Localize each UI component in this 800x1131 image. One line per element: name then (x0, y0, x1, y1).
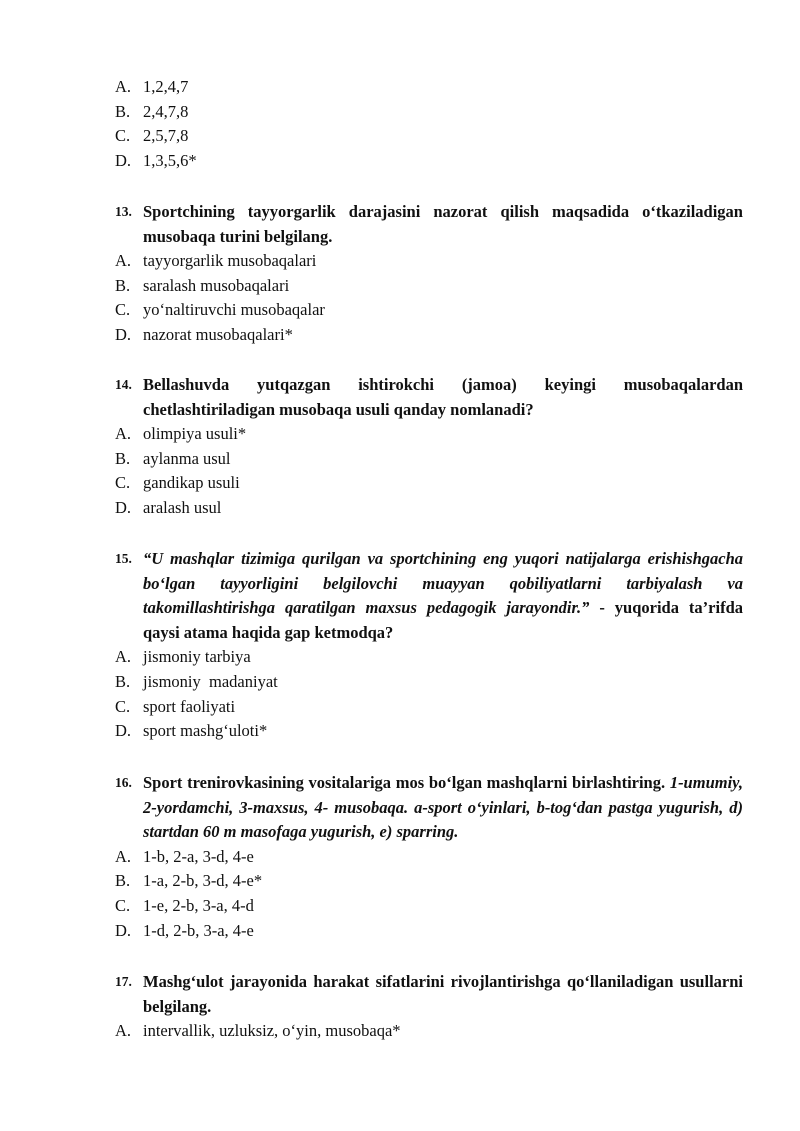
option-letter: D. (115, 497, 132, 517)
question-text (143, 771, 743, 845)
option-text: aylanma usul (143, 448, 231, 468)
question-14 (115, 373, 743, 521)
question-number: 13. (115, 204, 132, 219)
option-text: 1,2,4,7 (143, 77, 189, 96)
option-letter: D. (115, 324, 132, 344)
question-stem (115, 373, 743, 422)
option-letter: A. (115, 77, 132, 96)
option-letter: C. (115, 126, 131, 146)
question-stem (115, 970, 743, 1019)
option (115, 100, 743, 125)
option-letter: A. (115, 1021, 132, 1041)
option (115, 249, 743, 274)
option (115, 845, 743, 870)
option-letter: B. (115, 448, 131, 468)
question-prompt: Sport trenirovkasining vositalariga mos bo‘lgan mashqlarni birlashtiring. (143, 773, 666, 792)
question-number: 16. (115, 775, 132, 790)
question-number: 17. (115, 974, 132, 989)
option-text: sport faoliyati (143, 696, 236, 716)
option (115, 894, 743, 919)
option-text: intervallik, uzluksiz, o‘yin, musobaqa* (143, 1021, 401, 1041)
question-17 (115, 970, 743, 1044)
question-stem (115, 771, 743, 845)
option (115, 1019, 743, 1044)
option-letter: C. (115, 473, 131, 493)
question-stem (115, 547, 743, 645)
option (115, 719, 743, 744)
option-letter: C. (115, 895, 131, 915)
option (115, 75, 743, 100)
option-letter: B. (115, 275, 131, 295)
option (115, 919, 743, 944)
option-letter: A. (115, 251, 132, 271)
option-text: jismoniy tarbiya (143, 647, 251, 667)
question-text: Mashg‘ulot jarayonida harakat sifatlarini rivojlantirishga qo‘llaniladigan usullarni belgilang. (143, 972, 743, 1016)
question-16 (115, 771, 743, 943)
option (115, 695, 743, 720)
question-12-options (115, 75, 743, 173)
question-15 (115, 547, 743, 744)
option-letter: B. (115, 101, 131, 121)
question-prompt: - yuqorida ta’rifda qaysi atama haqida gap ketmodqa? (143, 598, 743, 642)
option-text: olimpiya usuli* (143, 424, 247, 444)
option (115, 274, 743, 299)
option-text: 1-e, 2-b, 3-a, 4-d (143, 895, 254, 915)
question-text: Bellashuvda yutqazgan ishtirokchi (jamoa) keyingi musobaqalardan chetlashtiriladigan musobaqa usuli qanday nomlanadi? (143, 375, 743, 419)
option-letter: A. (115, 846, 132, 866)
option-letter: D. (115, 150, 132, 170)
option-text: aralash usul (143, 497, 222, 517)
question-text (143, 547, 743, 645)
option (115, 298, 743, 323)
option (115, 670, 743, 695)
option-letter: A. (115, 424, 132, 444)
question-stem (115, 200, 743, 249)
option-letter: B. (115, 671, 131, 691)
option-text: 2,4,7,8 (143, 101, 189, 121)
option (115, 869, 743, 894)
option (115, 124, 743, 149)
option-letter: D. (115, 721, 132, 741)
option-text: 2,5,7,8 (143, 126, 189, 146)
option-text: gandikap usuli (143, 473, 240, 493)
option (115, 149, 743, 174)
option (115, 471, 743, 496)
question-text: Sportchining tayyorgarlik darajasini nazorat qilish maqsadida o‘tkaziladigan musobaqa turini belgilang. (143, 202, 743, 246)
option-text: nazorat musobaqalari* (143, 324, 293, 344)
option-letter: C. (115, 300, 131, 320)
option-text: yo‘naltiruvchi musobaqalar (143, 300, 325, 320)
option-text: tayyorgarlik musobaqalari (143, 251, 317, 271)
option (115, 496, 743, 521)
option-letter: B. (115, 871, 131, 891)
question-number: 14. (115, 377, 132, 392)
question-items: 1-umumiy, 2-yordamchi, 3-maxsus, 4- musobaqa. a-sport o‘yinlari, b-tog‘dan pastga yugurish, d) startdan 60 m masofaga yugurish, e) sparring. (143, 773, 743, 842)
option-text: jismoniy madaniyat (143, 671, 278, 691)
option (115, 645, 743, 670)
question-definition: “U mashqlar tizimiga qurilgan va sportchining eng yuqori natijalarga erishishgacha bo‘lgan tayyorligini belgilovchi muayyan qobiliyatlarni tarbiyalash va takomillashtirishga qaratilgan maxsus pedagogik jarayondir.” (143, 549, 743, 618)
option-text: 1-b, 2-a, 3-d, 4-e (143, 846, 254, 866)
option (115, 323, 743, 348)
option-text: 1-a, 2-b, 3-d, 4-e* (143, 871, 263, 891)
option-letter: D. (115, 920, 132, 940)
option-text: sport mashg‘uloti* (143, 721, 268, 741)
option-letter: A. (115, 647, 132, 667)
option-text: 1-d, 2-b, 3-a, 4-e (143, 920, 254, 940)
question-13 (115, 200, 743, 348)
option-text: 1,3,5,6* (143, 150, 197, 170)
question-number: 15. (115, 551, 132, 566)
option-text: saralash musobaqalari (143, 275, 290, 295)
option-letter: C. (115, 696, 131, 716)
option (115, 447, 743, 472)
option (115, 422, 743, 447)
